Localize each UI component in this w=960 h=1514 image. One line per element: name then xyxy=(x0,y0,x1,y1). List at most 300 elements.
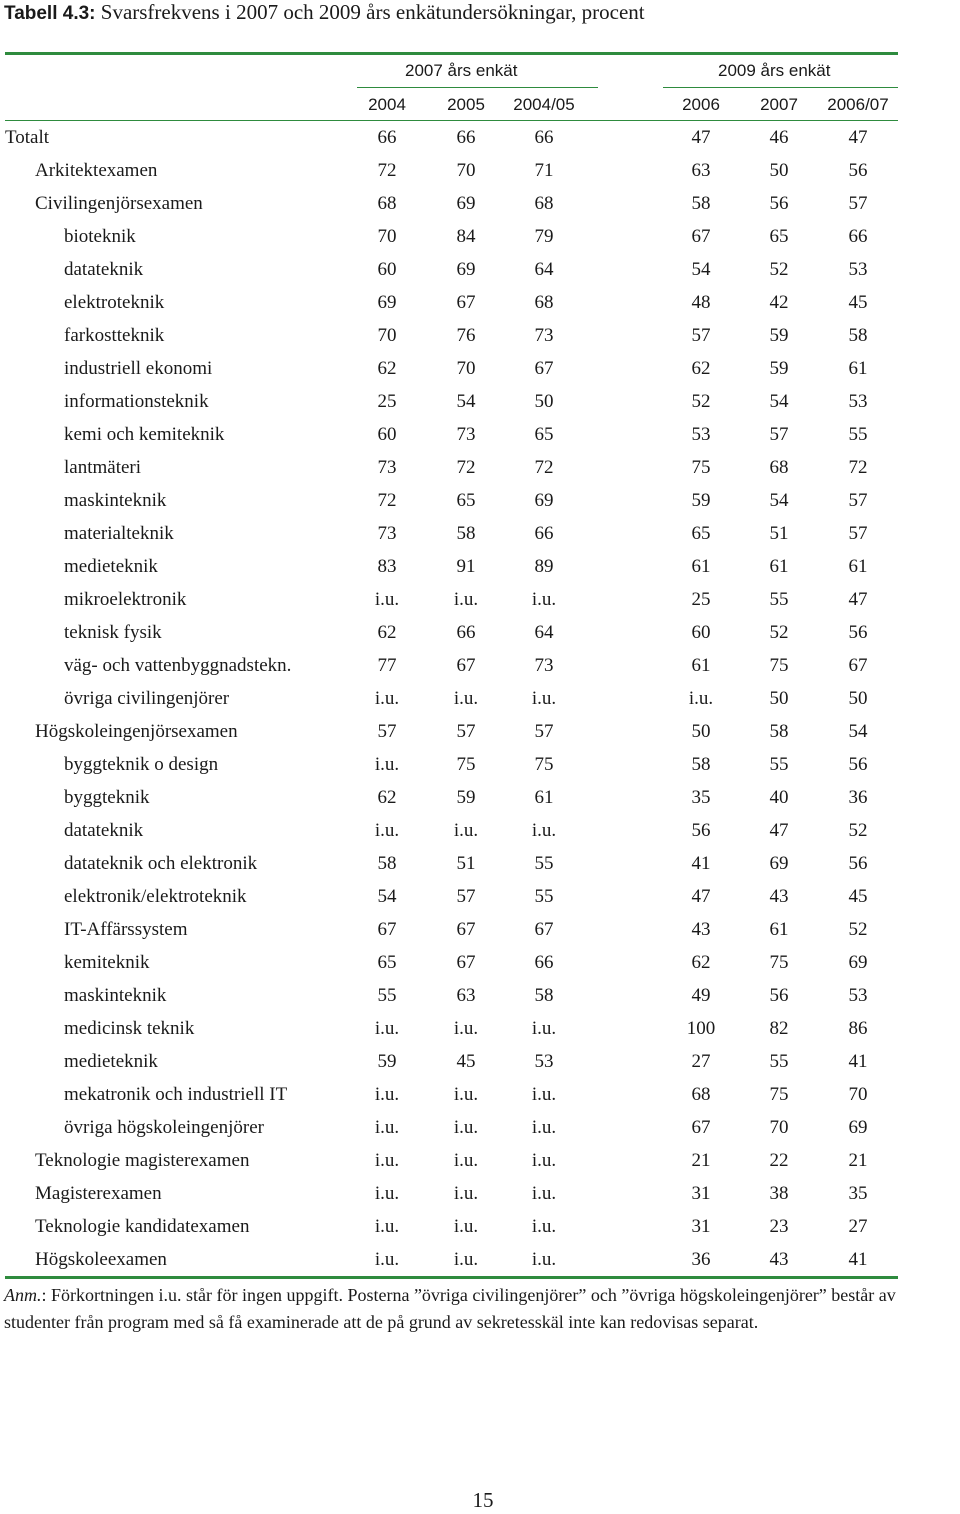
table-cell: 69 xyxy=(769,853,789,874)
table-cell: i.u. xyxy=(531,1018,557,1039)
table-row xyxy=(5,1243,898,1276)
row-label: maskinteknik xyxy=(64,985,167,1006)
table-cell: 45 xyxy=(848,886,868,907)
table-row xyxy=(5,847,898,880)
table-cell: 67 xyxy=(456,952,476,973)
table-cell: i.u. xyxy=(374,688,400,709)
table-cell: 50 xyxy=(691,721,711,742)
table-row xyxy=(5,649,898,682)
table-title xyxy=(4,0,645,28)
row-label: lantmäteri xyxy=(64,457,142,478)
table-cell: 76 xyxy=(456,325,476,346)
table-row xyxy=(5,979,898,1012)
table-cell: i.u. xyxy=(374,1150,400,1171)
table-cell: 25 xyxy=(377,391,397,412)
table-cell: 73 xyxy=(456,424,476,445)
table-cell: 65 xyxy=(456,490,476,511)
table-cell: i.u. xyxy=(531,1117,557,1138)
table-row xyxy=(5,484,898,517)
table-cell: 50 xyxy=(534,391,554,412)
table-cell: 55 xyxy=(769,589,789,610)
table-cell: 52 xyxy=(769,622,789,643)
table-cell: i.u. xyxy=(453,1018,479,1039)
table-cell: 62 xyxy=(691,358,711,379)
row-label: IT-Affärssystem xyxy=(64,919,188,940)
table-title-label: Tabell 4.3: xyxy=(4,3,96,24)
row-label: Totalt xyxy=(5,127,50,148)
table-cell: i.u. xyxy=(531,1084,557,1105)
table-cell: i.u. xyxy=(374,1249,400,1270)
row-label: kemi och kemiteknik xyxy=(64,424,225,445)
table-cell: 36 xyxy=(691,1249,711,1270)
row-label: medieteknik xyxy=(64,556,158,577)
row-label: Högskoleingenjörsexamen xyxy=(35,721,238,742)
table-cell: i.u. xyxy=(453,688,479,709)
table-cell: 71 xyxy=(534,160,554,181)
table-cell: 68 xyxy=(769,457,789,478)
table-cell: i.u. xyxy=(453,1183,479,1204)
table-cell: i.u. xyxy=(374,589,400,610)
row-label: Högskoleexamen xyxy=(35,1249,167,1270)
row-label: medieteknik xyxy=(64,1051,158,1072)
table-cell: 62 xyxy=(377,787,397,808)
row-label: bioteknik xyxy=(64,226,136,247)
table-cell: 41 xyxy=(691,853,711,874)
table-cell: 27 xyxy=(691,1051,711,1072)
table-cell: 75 xyxy=(456,754,476,775)
table-cell: 59 xyxy=(769,358,789,379)
table-cell: 65 xyxy=(534,424,554,445)
table-row xyxy=(5,880,898,913)
table-row xyxy=(5,385,898,418)
table-row xyxy=(5,1045,898,1078)
year-header: 2004 xyxy=(368,95,406,114)
table-cell: 58 xyxy=(848,325,868,346)
table-cell: 61 xyxy=(534,787,554,808)
table-row xyxy=(5,1144,898,1177)
table-cell: 53 xyxy=(848,259,868,280)
table-cell: 47 xyxy=(691,127,711,148)
table-cell: 73 xyxy=(534,325,554,346)
table-cell: 43 xyxy=(769,886,789,907)
table-row xyxy=(5,451,898,484)
table-row xyxy=(5,550,898,583)
table-cell: 67 xyxy=(456,292,476,313)
table-cell: 66 xyxy=(456,622,476,643)
row-label: Civilingenjörsexamen xyxy=(35,193,203,214)
table-cell: 70 xyxy=(377,226,397,247)
table-cell: 63 xyxy=(691,160,711,181)
table-cell: 57 xyxy=(848,523,868,544)
table-cell: 52 xyxy=(848,919,868,940)
row-label: elektroteknik xyxy=(64,292,165,313)
table-cell: i.u. xyxy=(374,1018,400,1039)
table-cell: 22 xyxy=(769,1150,789,1171)
table-cell: 62 xyxy=(691,952,711,973)
table-cell: 50 xyxy=(769,688,789,709)
table-cell: 51 xyxy=(769,523,789,544)
table-cell: 50 xyxy=(769,160,789,181)
table-cell: 35 xyxy=(848,1183,868,1204)
table-row xyxy=(5,715,898,748)
row-label: teknisk fysik xyxy=(64,622,162,643)
row-label: övriga högskoleingenjörer xyxy=(64,1117,264,1138)
table-cell: i.u. xyxy=(531,1183,557,1204)
table-cell: 65 xyxy=(769,226,789,247)
table-cell: 66 xyxy=(534,523,554,544)
row-label: Arkitektexamen xyxy=(35,160,158,181)
table-cell: i.u. xyxy=(374,820,400,841)
table-cell: 54 xyxy=(769,391,789,412)
table-cell: 58 xyxy=(691,754,711,775)
table-cell: 72 xyxy=(377,490,397,511)
year-header: 2006 xyxy=(682,95,720,114)
table-cell: 61 xyxy=(848,358,868,379)
table-cell: 62 xyxy=(377,358,397,379)
table-cell: 61 xyxy=(691,556,711,577)
note-label: Anm. xyxy=(4,1285,42,1305)
table-cell: 62 xyxy=(377,622,397,643)
table-cell: 67 xyxy=(691,226,711,247)
table-cell: 68 xyxy=(377,193,397,214)
table-cell: 60 xyxy=(691,622,711,643)
table-cell: 59 xyxy=(691,490,711,511)
row-label: Teknologie kandidatexamen xyxy=(35,1216,250,1237)
table-cell: 41 xyxy=(848,1051,868,1072)
row-label: elektronik/elektroteknik xyxy=(64,886,247,907)
table-cell: 31 xyxy=(691,1183,711,1204)
table-cell: 70 xyxy=(456,160,476,181)
table-cell: 60 xyxy=(377,259,397,280)
table-cell: 58 xyxy=(691,193,711,214)
table-cell: 25 xyxy=(691,589,711,610)
table-cell: 57 xyxy=(377,721,397,742)
table-cell: 55 xyxy=(534,886,554,907)
row-label: byggteknik xyxy=(64,787,150,808)
table-cell: 31 xyxy=(691,1216,711,1237)
table-cell: i.u. xyxy=(453,820,479,841)
table-row xyxy=(5,286,898,319)
table-cell: 54 xyxy=(691,259,711,280)
table-cell: 89 xyxy=(534,556,554,577)
table-cell: 77 xyxy=(377,655,397,676)
table-cell: 72 xyxy=(534,457,554,478)
table-cell: 75 xyxy=(769,952,789,973)
table-row xyxy=(5,517,898,550)
table-cell: 67 xyxy=(534,358,554,379)
row-label: Magisterexamen xyxy=(35,1183,162,1204)
table-cell: 70 xyxy=(377,325,397,346)
table-cell: 57 xyxy=(848,193,868,214)
table-cell: 47 xyxy=(691,886,711,907)
table-row xyxy=(5,1111,898,1144)
table-cell: 69 xyxy=(377,292,397,313)
table-cell: 41 xyxy=(848,1249,868,1270)
row-label: mekatronik och industriell IT xyxy=(64,1084,288,1105)
table-cell: 45 xyxy=(456,1051,476,1072)
table-cell: 65 xyxy=(691,523,711,544)
table-cell: i.u. xyxy=(688,688,714,709)
table-cell: 53 xyxy=(534,1051,554,1072)
table-cell: 57 xyxy=(848,490,868,511)
table-cell: 70 xyxy=(848,1084,868,1105)
table-cell: 57 xyxy=(691,325,711,346)
table-cell: 67 xyxy=(377,919,397,940)
table-row xyxy=(5,1078,898,1111)
table-cell: 27 xyxy=(848,1216,868,1237)
table-cell: 61 xyxy=(769,556,789,577)
table-cell: 100 xyxy=(686,1018,716,1039)
table-cell: 60 xyxy=(377,424,397,445)
table-cell: i.u. xyxy=(374,1084,400,1105)
table-cell: i.u. xyxy=(453,1084,479,1105)
table-cell: 54 xyxy=(377,886,397,907)
table-cell: 43 xyxy=(769,1249,789,1270)
table-row xyxy=(5,1012,898,1045)
row-label: industriell ekonomi xyxy=(64,358,213,379)
table-cell: 54 xyxy=(456,391,476,412)
table-cell: 73 xyxy=(377,523,397,544)
table-cell: 55 xyxy=(769,754,789,775)
table-cell: 21 xyxy=(691,1150,711,1171)
table-cell: 67 xyxy=(848,655,868,676)
table-cell: 55 xyxy=(769,1051,789,1072)
row-label: maskinteknik xyxy=(64,490,167,511)
table-cell: 68 xyxy=(534,292,554,313)
table-cell: 52 xyxy=(848,820,868,841)
table-cell: 69 xyxy=(848,952,868,973)
table-cell: 61 xyxy=(691,655,711,676)
table-cell: 67 xyxy=(534,919,554,940)
table-cell: 72 xyxy=(456,457,476,478)
table-cell: i.u. xyxy=(374,1216,400,1237)
table-cell: 84 xyxy=(456,226,476,247)
table-cell: 58 xyxy=(534,985,554,1006)
table-cell: 75 xyxy=(769,655,789,676)
table-cell: i.u. xyxy=(453,589,479,610)
table-cell: 56 xyxy=(691,820,711,841)
table-row xyxy=(5,220,898,253)
row-label: byggteknik o design xyxy=(64,754,219,775)
table-cell: 64 xyxy=(534,259,554,280)
table-cell: 46 xyxy=(769,127,789,148)
table-cell: 51 xyxy=(456,853,476,874)
table-body xyxy=(5,121,898,1276)
table-cell: 68 xyxy=(534,193,554,214)
table-cell: 57 xyxy=(534,721,554,742)
row-label: Teknologie magisterexamen xyxy=(35,1150,250,1171)
table-row xyxy=(5,154,898,187)
table-row xyxy=(5,583,898,616)
row-label: farkostteknik xyxy=(64,325,165,346)
table-cell: 82 xyxy=(769,1018,789,1039)
table-row xyxy=(5,1210,898,1243)
table-cell: i.u. xyxy=(374,754,400,775)
table-cell: 55 xyxy=(848,424,868,445)
table-row xyxy=(5,781,898,814)
table-cell: 67 xyxy=(691,1117,711,1138)
table-row xyxy=(5,913,898,946)
row-label: väg- och vattenbyggnadstekn. xyxy=(64,655,292,676)
table-cell: 57 xyxy=(456,886,476,907)
table-row xyxy=(5,418,898,451)
table-cell: 64 xyxy=(534,622,554,643)
table-title-text: Svarsfrekvens i 2007 och 2009 års enkätundersökningar, procent xyxy=(100,0,645,24)
table-cell: 72 xyxy=(377,160,397,181)
table-cell: 40 xyxy=(769,787,789,808)
table-cell: i.u. xyxy=(531,1150,557,1171)
table-cell: 55 xyxy=(534,853,554,874)
table-cell: 66 xyxy=(848,226,868,247)
table-cell: 73 xyxy=(377,457,397,478)
table-cell: 49 xyxy=(691,985,711,1006)
note-text: : Förkortningen i.u. står för ingen uppgift. Posterna ”övriga civilingenjörer” och ”övriga högskoleingenjörer” består av studenter från program med så få examinerade att de på grund av sekretesskäl inte kan redovisas separat. xyxy=(4,1285,896,1332)
row-label: övriga civilingenjörer xyxy=(64,688,230,709)
year-header: 2005 xyxy=(447,95,485,114)
table-cell: 52 xyxy=(769,259,789,280)
table-cell: i.u. xyxy=(531,688,557,709)
table-cell: 67 xyxy=(456,655,476,676)
table-row xyxy=(5,1177,898,1210)
table-row xyxy=(5,121,898,154)
row-label: materialteknik xyxy=(64,523,174,544)
table-cell: 35 xyxy=(691,787,711,808)
table-cell: i.u. xyxy=(531,1249,557,1270)
table-cell: i.u. xyxy=(453,1249,479,1270)
table-cell: 54 xyxy=(769,490,789,511)
table-cell: 53 xyxy=(848,391,868,412)
table-cell: 65 xyxy=(377,952,397,973)
table-cell: 50 xyxy=(848,688,868,709)
table-cell: 56 xyxy=(848,754,868,775)
group-header-2009: 2009 års enkät xyxy=(718,61,831,80)
table-cell: 61 xyxy=(848,556,868,577)
table-row xyxy=(5,187,898,220)
table-cell: 75 xyxy=(534,754,554,775)
table-cell: i.u. xyxy=(531,589,557,610)
table-row xyxy=(5,352,898,385)
table-cell: 52 xyxy=(691,391,711,412)
row-label: informationsteknik xyxy=(64,391,209,412)
year-header: 2004/05 xyxy=(513,95,575,114)
year-header-row xyxy=(5,88,898,120)
table-cell: 70 xyxy=(769,1117,789,1138)
table-row xyxy=(5,946,898,979)
year-header: 2006/07 xyxy=(827,95,889,114)
table-cell: 48 xyxy=(691,292,711,313)
table-cell: 55 xyxy=(377,985,397,1006)
table-cell: 56 xyxy=(848,622,868,643)
group-header-2007: 2007 års enkät xyxy=(405,61,518,80)
table-cell: 66 xyxy=(534,952,554,973)
table-note xyxy=(4,1282,960,1336)
row-label: datateknik xyxy=(64,259,144,280)
table-cell: 58 xyxy=(377,853,397,874)
table-cell: i.u. xyxy=(531,820,557,841)
table-row xyxy=(5,253,898,286)
table-cell: 58 xyxy=(456,523,476,544)
table-cell: i.u. xyxy=(453,1216,479,1237)
table-cell: 83 xyxy=(377,556,397,577)
table-cell: i.u. xyxy=(374,1117,400,1138)
row-label: datateknik och elektronik xyxy=(64,853,258,874)
table-cell: 72 xyxy=(848,457,868,478)
table-cell: 69 xyxy=(456,193,476,214)
table-cell: 59 xyxy=(456,787,476,808)
row-label: datateknik xyxy=(64,820,144,841)
response-rate-table xyxy=(5,52,898,1279)
table-cell: 53 xyxy=(848,985,868,1006)
table-row xyxy=(5,616,898,649)
table-cell: 73 xyxy=(534,655,554,676)
table-cell: i.u. xyxy=(453,1117,479,1138)
table-cell: i.u. xyxy=(453,1150,479,1171)
table-cell: 56 xyxy=(769,193,789,214)
table-cell: 67 xyxy=(456,919,476,940)
table-row xyxy=(5,748,898,781)
table-cell: 56 xyxy=(769,985,789,1006)
table-cell: 56 xyxy=(848,853,868,874)
table-cell: 54 xyxy=(848,721,868,742)
table-cell: 75 xyxy=(691,457,711,478)
table-cell: 79 xyxy=(534,226,554,247)
table-row xyxy=(5,814,898,847)
table-cell: 53 xyxy=(691,424,711,445)
table-cell: 47 xyxy=(848,589,868,610)
table-cell: 91 xyxy=(456,556,476,577)
table-row xyxy=(5,682,898,715)
table-cell: 69 xyxy=(534,490,554,511)
table-cell: i.u. xyxy=(531,1216,557,1237)
table-cell: 63 xyxy=(456,985,476,1006)
table-cell: 57 xyxy=(769,424,789,445)
table-cell: i.u. xyxy=(374,1183,400,1204)
table-cell: 86 xyxy=(848,1018,868,1039)
table-cell: 42 xyxy=(769,292,789,313)
page-number: 15 xyxy=(472,1488,494,1512)
table-cell: 66 xyxy=(377,127,397,148)
table-cell: 68 xyxy=(691,1084,711,1105)
table-cell: 38 xyxy=(769,1183,789,1204)
table-cell: 45 xyxy=(848,292,868,313)
group-header-row xyxy=(5,55,898,88)
table-cell: 59 xyxy=(769,325,789,346)
row-label: kemiteknik xyxy=(64,952,150,973)
row-label: mikroelektronik xyxy=(64,589,187,610)
table-cell: 43 xyxy=(691,919,711,940)
table-cell: 56 xyxy=(848,160,868,181)
table-cell: 69 xyxy=(456,259,476,280)
table-cell: 47 xyxy=(848,127,868,148)
table-cell: 69 xyxy=(848,1117,868,1138)
table-cell: 61 xyxy=(769,919,789,940)
table-cell: 75 xyxy=(769,1084,789,1105)
table-cell: 21 xyxy=(848,1150,868,1171)
table-cell: 23 xyxy=(769,1216,789,1237)
table-cell: 59 xyxy=(377,1051,397,1072)
table-cell: 36 xyxy=(848,787,868,808)
table-cell: 47 xyxy=(769,820,789,841)
bottom-rule xyxy=(5,1276,898,1279)
table-cell: 66 xyxy=(534,127,554,148)
table-cell: 66 xyxy=(456,127,476,148)
table-cell: 57 xyxy=(456,721,476,742)
year-header: 2007 xyxy=(760,95,798,114)
row-label: medicinsk teknik xyxy=(64,1018,195,1039)
table-cell: 70 xyxy=(456,358,476,379)
table-row xyxy=(5,319,898,352)
table-cell: 58 xyxy=(769,721,789,742)
